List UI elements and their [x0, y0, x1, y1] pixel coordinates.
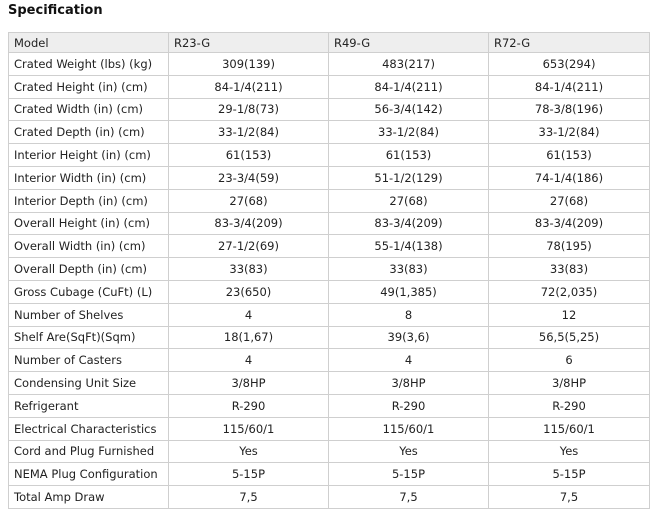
row-label: Number of Shelves	[9, 303, 169, 326]
cell-value: 4	[329, 349, 489, 372]
cell-value: 83-3/4(209)	[329, 212, 489, 235]
cell-value: 61(153)	[169, 144, 329, 167]
cell-value: 84-1/4(211)	[489, 75, 650, 98]
cell-value: 27-1/2(69)	[169, 235, 329, 258]
cell-value: 3/8HP	[169, 372, 329, 395]
cell-value: 4	[169, 303, 329, 326]
cell-value: 39(3,6)	[329, 326, 489, 349]
table-row	[9, 486, 650, 509]
cell-value: 7,5	[169, 486, 329, 509]
cell-value: 84-1/4(211)	[329, 75, 489, 98]
table-row	[9, 189, 650, 212]
table-row	[9, 258, 650, 281]
table-row	[9, 280, 650, 303]
row-label: Crated Depth (in) (cm)	[9, 121, 169, 144]
cell-value: 78(195)	[489, 235, 650, 258]
cell-value: 51-1/2(129)	[329, 166, 489, 189]
table-row	[9, 417, 650, 440]
cell-value: 115/60/1	[329, 417, 489, 440]
cell-value: 84-1/4(211)	[169, 75, 329, 98]
header-r49-g: R49-G	[329, 33, 489, 53]
table-row	[9, 75, 650, 98]
cell-value: 483(217)	[329, 53, 489, 76]
cell-value: 33-1/2(84)	[489, 121, 650, 144]
cell-value: 83-3/4(209)	[169, 212, 329, 235]
cell-value: 83-3/4(209)	[489, 212, 650, 235]
row-label: Crated Weight (lbs) (kg)	[9, 53, 169, 76]
cell-value: 33-1/2(84)	[329, 121, 489, 144]
table-row	[9, 212, 650, 235]
cell-value: 72(2,035)	[489, 280, 650, 303]
cell-value: 115/60/1	[489, 417, 650, 440]
cell-value: 5-15P	[329, 463, 489, 486]
table-row	[9, 326, 650, 349]
header-r23-g: R23-G	[169, 33, 329, 53]
table-row	[9, 144, 650, 167]
row-label: Interior Width (in) (cm)	[9, 166, 169, 189]
cell-value: 74-1/4(186)	[489, 166, 650, 189]
table-row	[9, 349, 650, 372]
cell-value: R-290	[329, 394, 489, 417]
cell-value: 5-15P	[489, 463, 650, 486]
cell-value: 3/8HP	[489, 372, 650, 395]
row-label: Interior Height (in) (cm)	[9, 144, 169, 167]
row-label: Crated Width (in) (cm)	[9, 98, 169, 121]
cell-value: 33(83)	[489, 258, 650, 281]
cell-value: 49(1,385)	[329, 280, 489, 303]
cell-value: 3/8HP	[329, 372, 489, 395]
cell-value: 4	[169, 349, 329, 372]
table-row	[9, 440, 650, 463]
cell-value: 8	[329, 303, 489, 326]
cell-value: 56-3/4(142)	[329, 98, 489, 121]
cell-value: 6	[489, 349, 650, 372]
row-label: Interior Depth (in) (cm)	[9, 189, 169, 212]
cell-value: Yes	[329, 440, 489, 463]
table-header-row	[9, 33, 650, 53]
table-row	[9, 303, 650, 326]
cell-value: 78-3/8(196)	[489, 98, 650, 121]
row-label: Gross Cubage (CuFt) (L)	[9, 280, 169, 303]
cell-value: 33-1/2(84)	[169, 121, 329, 144]
cell-value: 18(1,67)	[169, 326, 329, 349]
cell-value: 23(650)	[169, 280, 329, 303]
table-row	[9, 121, 650, 144]
cell-value: 23-3/4(59)	[169, 166, 329, 189]
table-row	[9, 53, 650, 76]
cell-value: 309(139)	[169, 53, 329, 76]
row-label: Overall Depth (in) (cm)	[9, 258, 169, 281]
row-label: Number of Casters	[9, 349, 169, 372]
cell-value: 33(83)	[169, 258, 329, 281]
cell-value: R-290	[489, 394, 650, 417]
cell-value: 27(68)	[489, 189, 650, 212]
specification-table	[8, 32, 650, 509]
cell-value: Yes	[489, 440, 650, 463]
cell-value: R-290	[169, 394, 329, 417]
header-model: Model	[9, 33, 169, 53]
cell-value: 5-15P	[169, 463, 329, 486]
cell-value: 61(153)	[329, 144, 489, 167]
cell-value: 27(68)	[329, 189, 489, 212]
row-label: Overall Width (in) (cm)	[9, 235, 169, 258]
table-row	[9, 166, 650, 189]
table-row	[9, 372, 650, 395]
row-label: Overall Height (in) (cm)	[9, 212, 169, 235]
row-label: Crated Height (in) (cm)	[9, 75, 169, 98]
cell-value: 7,5	[329, 486, 489, 509]
cell-value: 29-1/8(73)	[169, 98, 329, 121]
row-label: Condensing Unit Size	[9, 372, 169, 395]
cell-value: 56,5(5,25)	[489, 326, 650, 349]
row-label: Refrigerant	[9, 394, 169, 417]
cell-value: Yes	[169, 440, 329, 463]
row-label: Shelf Are(SqFt)(Sqm)	[9, 326, 169, 349]
cell-value: 33(83)	[329, 258, 489, 281]
cell-value: 61(153)	[489, 144, 650, 167]
row-label: Total Amp Draw	[9, 486, 169, 509]
table-row	[9, 463, 650, 486]
cell-value: 115/60/1	[169, 417, 329, 440]
cell-value: 55-1/4(138)	[329, 235, 489, 258]
cell-value: 12	[489, 303, 650, 326]
section-title: Specification	[8, 3, 103, 18]
row-label: Electrical Characteristics	[9, 417, 169, 440]
table-row	[9, 98, 650, 121]
cell-value: 653(294)	[489, 53, 650, 76]
header-r72-g: R72-G	[489, 33, 650, 53]
table-row	[9, 394, 650, 417]
row-label: Cord and Plug Furnished	[9, 440, 169, 463]
row-label: NEMA Plug Configuration	[9, 463, 169, 486]
cell-value: 7,5	[489, 486, 650, 509]
cell-value: 27(68)	[169, 189, 329, 212]
table-row	[9, 235, 650, 258]
